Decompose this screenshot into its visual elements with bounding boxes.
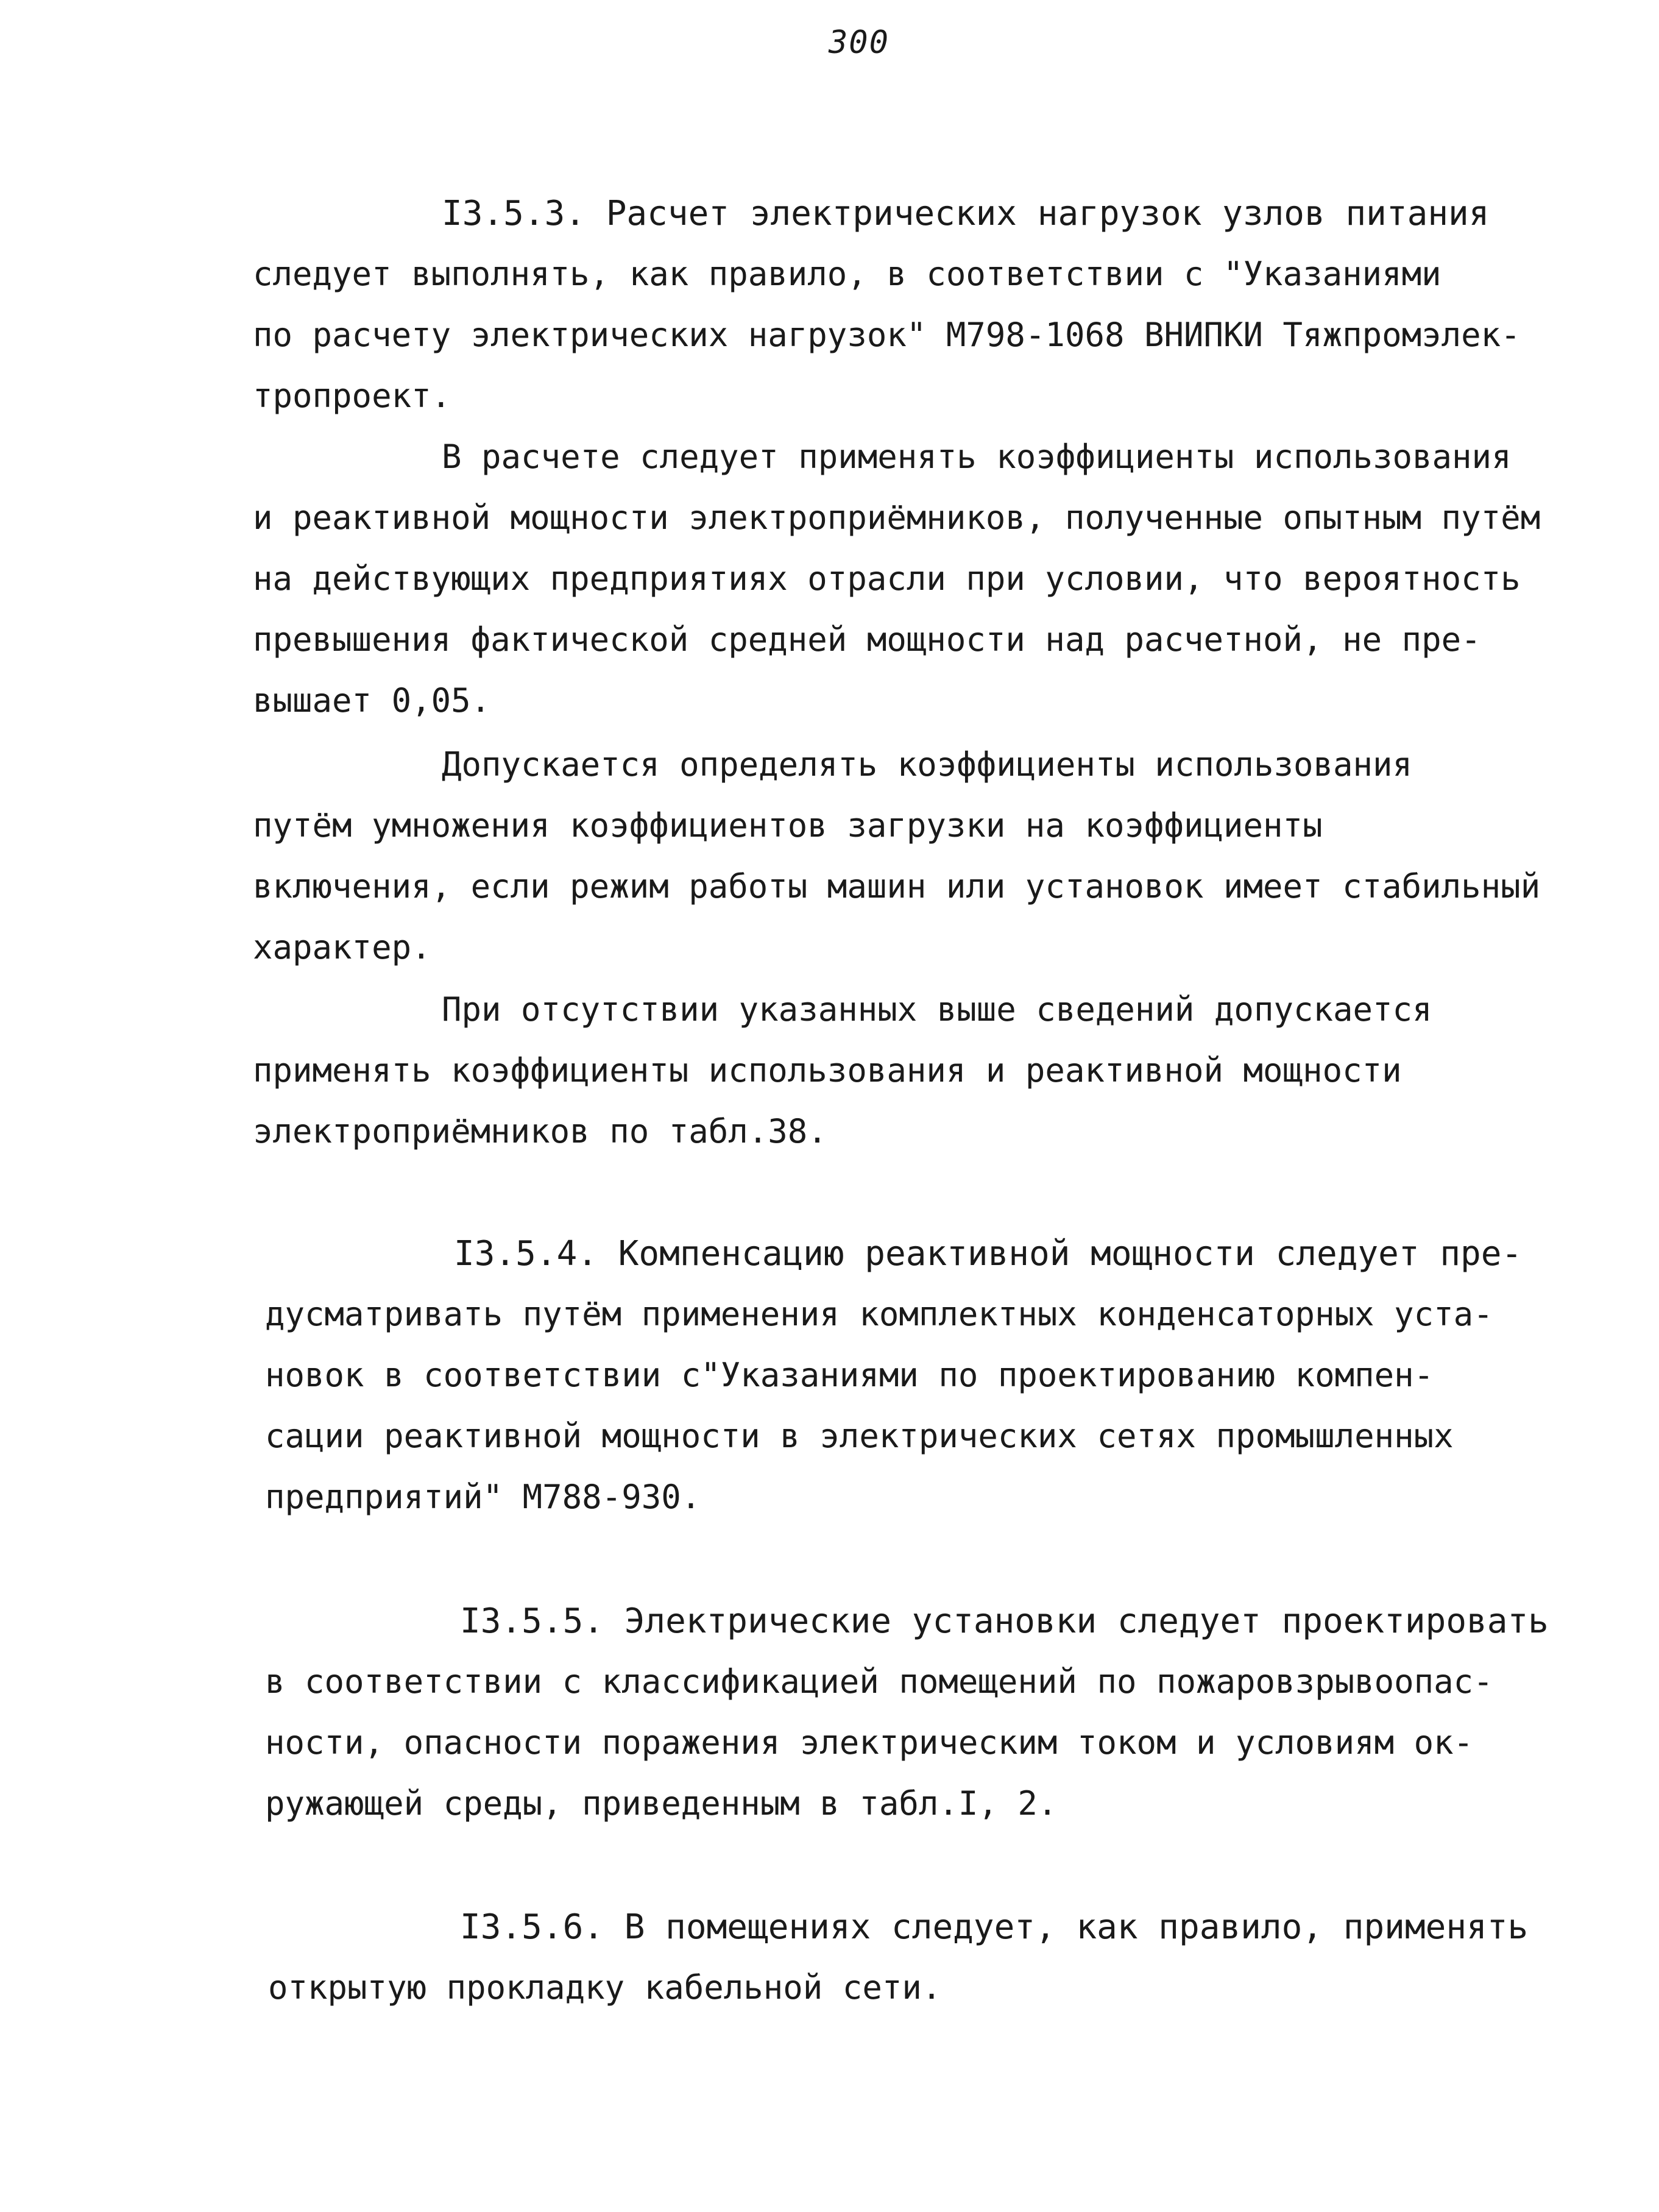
text-line: I3.5.5. Электрические установки следует проектировать <box>460 1601 1549 1641</box>
text-line: При отсутствии указанных выше сведений допускается <box>442 990 1432 1029</box>
text-line: следует выполнять, как правило, в соответствии с "Указаниями <box>253 255 1441 293</box>
text-line: путём умножения коэффициентов загрузки на коэффициенты <box>253 806 1323 845</box>
text-line: ружающей среды, приведенным в табл.I, 2. <box>265 1784 1058 1823</box>
text-line: тропроект. <box>253 377 451 415</box>
text-line: на действующих предприятиях отрасли при условии, что вероятность <box>253 559 1521 598</box>
text-line: открытую прокладку кабельной сети. <box>268 1968 942 2007</box>
page-number: 300 <box>829 24 890 61</box>
text-line: предприятий" М788-930. <box>265 1478 701 1516</box>
text-line: сации реактивной мощности в электрических сетях промышленных <box>265 1417 1454 1455</box>
text-line: и реактивной мощности электроприёмников, полученные опытным путём <box>253 498 1541 537</box>
text-line: дусматривать путём применения комплектных конденсаторных уста- <box>265 1295 1493 1333</box>
text-line: по расчету электрических нагрузок" М798-1068 ВНИПКИ Тяжпромэлек- <box>253 316 1521 354</box>
text-line: превышения фактической средней мощности над расчетной, не пре- <box>253 620 1481 659</box>
text-line: электроприёмников по табл.38. <box>253 1112 827 1150</box>
text-line: I3.5.6. В помещениях следует, как правило, применять <box>460 1907 1529 1947</box>
text-line: включения, если режим работы машин или установок имеет стабильный <box>253 867 1541 906</box>
text-line: новок в соответствии с"Указаниями по проектированию компен- <box>265 1356 1434 1394</box>
text-line: характер. <box>253 928 431 966</box>
text-line: I3.5.4. Компенсацию реактивной мощности следует пре- <box>454 1234 1523 1274</box>
text-line: Допускается определять коэффициенты использования <box>442 745 1413 784</box>
text-line: применять коэффициенты использования и реактивной мощности <box>253 1051 1402 1090</box>
text-line: I3.5.3. Расчет электрических нагрузок узлов питания <box>442 194 1490 233</box>
text-line: в соответствии с классификацией помещений по пожаровзрывоопас- <box>265 1662 1493 1701</box>
text-line: В расчете следует применять коэффициенты использования <box>442 438 1512 476</box>
text-line: вышает 0,05. <box>253 681 491 720</box>
text-line: ности, опасности поражения электрическим током и условиям ок- <box>265 1723 1474 1762</box>
